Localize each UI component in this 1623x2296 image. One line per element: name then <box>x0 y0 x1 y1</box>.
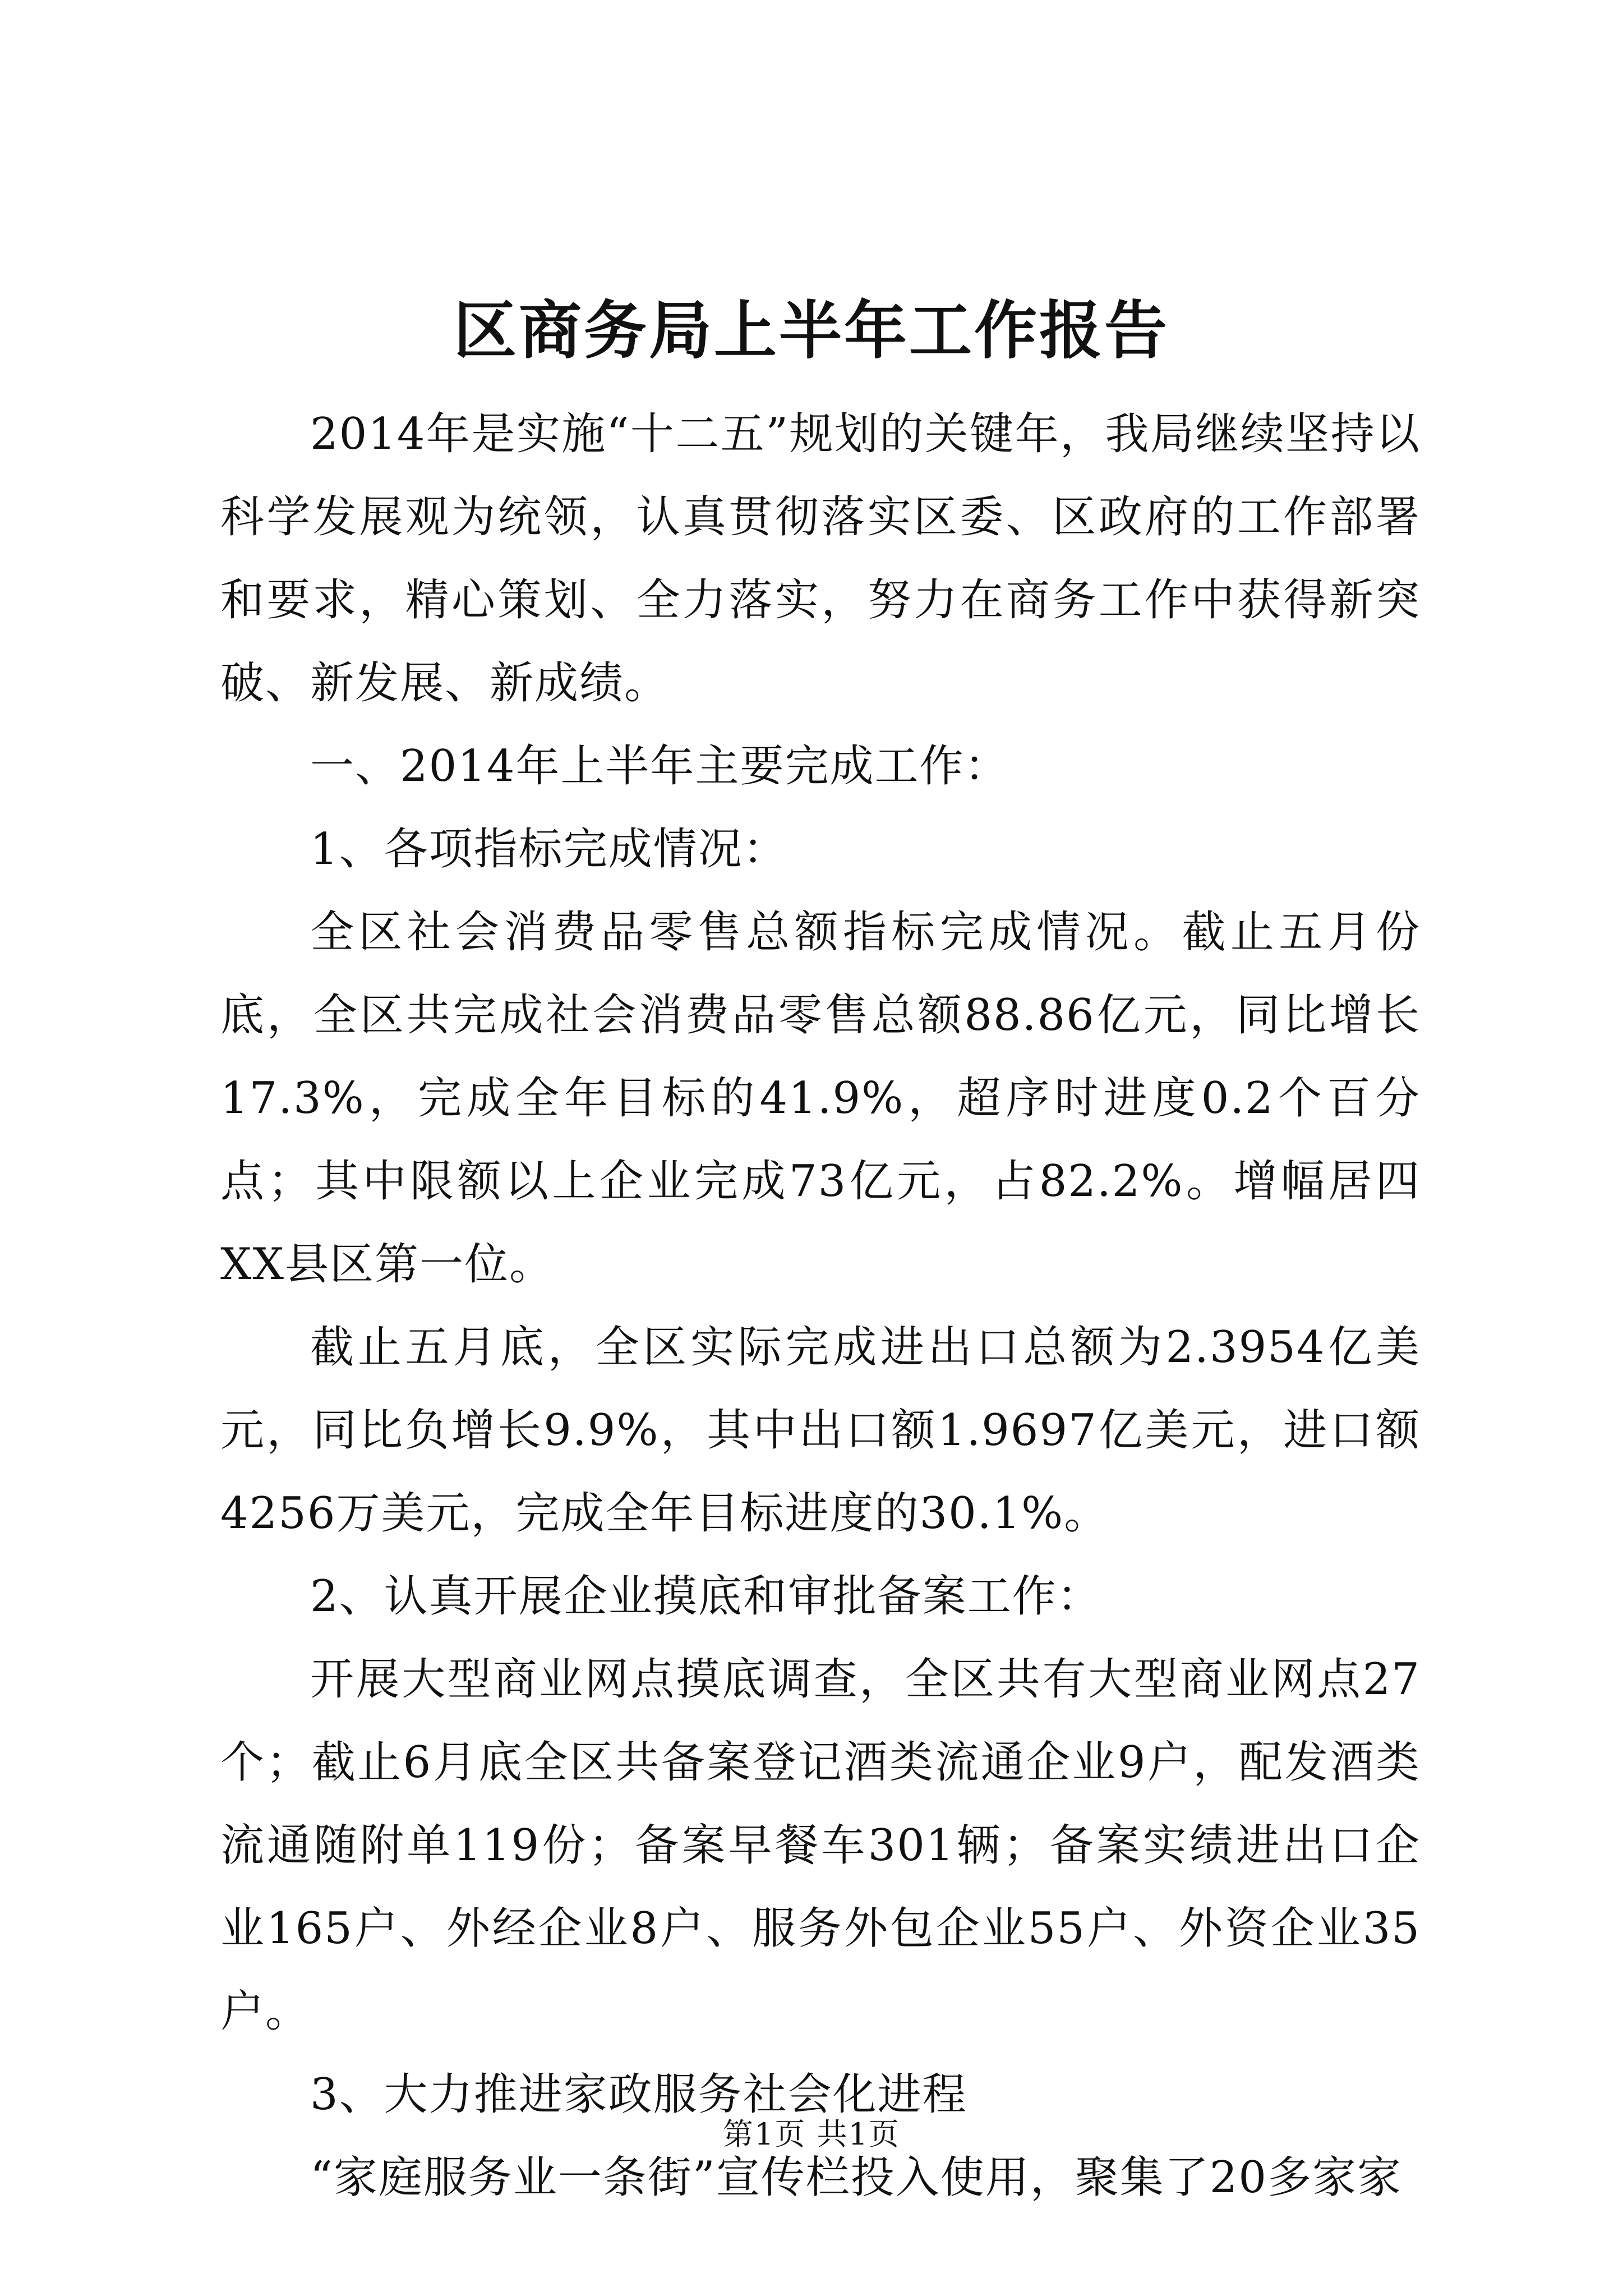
paragraph-survey-filing: 开展大型商业网点摸底调查，全区共有大型商业网点27个；截止6月底全区共备案登记酒类流通企业9户，配发酒类流通随附单119份；备案早餐车301辆；备案实绩进出口企业165户、外经企业8户、服务外包企业55户、外资企业35户。 <box>220 1654 1421 2037</box>
section-heading-1: 一、2014年上半年主要完成工作： <box>310 741 1009 792</box>
document-title: 区商务局上半年工作报告 <box>454 294 1169 367</box>
subsection-heading-1: 1、各项指标完成情况： <box>310 824 788 875</box>
subsection-heading-2: 2、认真开展企业摸底和审批备案工作： <box>310 1571 1102 1622</box>
paragraph-import-export: 截止五月底，全区实际完成进出口总额为2.3954亿美元，同比负增长9.9%，其中出口额1.9697亿美元，进口额4256万美元，完成全年目标进度的30.1%。 <box>220 1322 1421 1539</box>
document-body <box>220 393 1421 2219</box>
paragraph-household-service: “家庭服务业一条街”宣传栏投入使用，聚集了20多家家 <box>310 2152 1403 2203</box>
paragraph-intro: 2014年是实施“十二五”规划的关键年，我局继续坚持以科学发展观为统领，认真贯彻落实区委、区政府的工作部署和要求，精心策划、全力落实，努力在商务工作中获得新突破、新发展、新成绩。 <box>220 409 1421 708</box>
page-footer: 第1页 共1页 <box>723 2116 900 2152</box>
subsection-heading-3: 3、大力推进家政服务社会化进程 <box>310 2069 967 2120</box>
paragraph-retail-sales: 全区社会消费品零售总额指标完成情况。截止五月份底，全区共完成社会消费品零售总额88.86亿元，同比增长17.3%，完成全年目标的41.9%，超序时进度0.2个百分点；其中限额以上企业完成73亿元，占82.2%。增幅居四XX县区第一位。 <box>220 907 1421 1290</box>
